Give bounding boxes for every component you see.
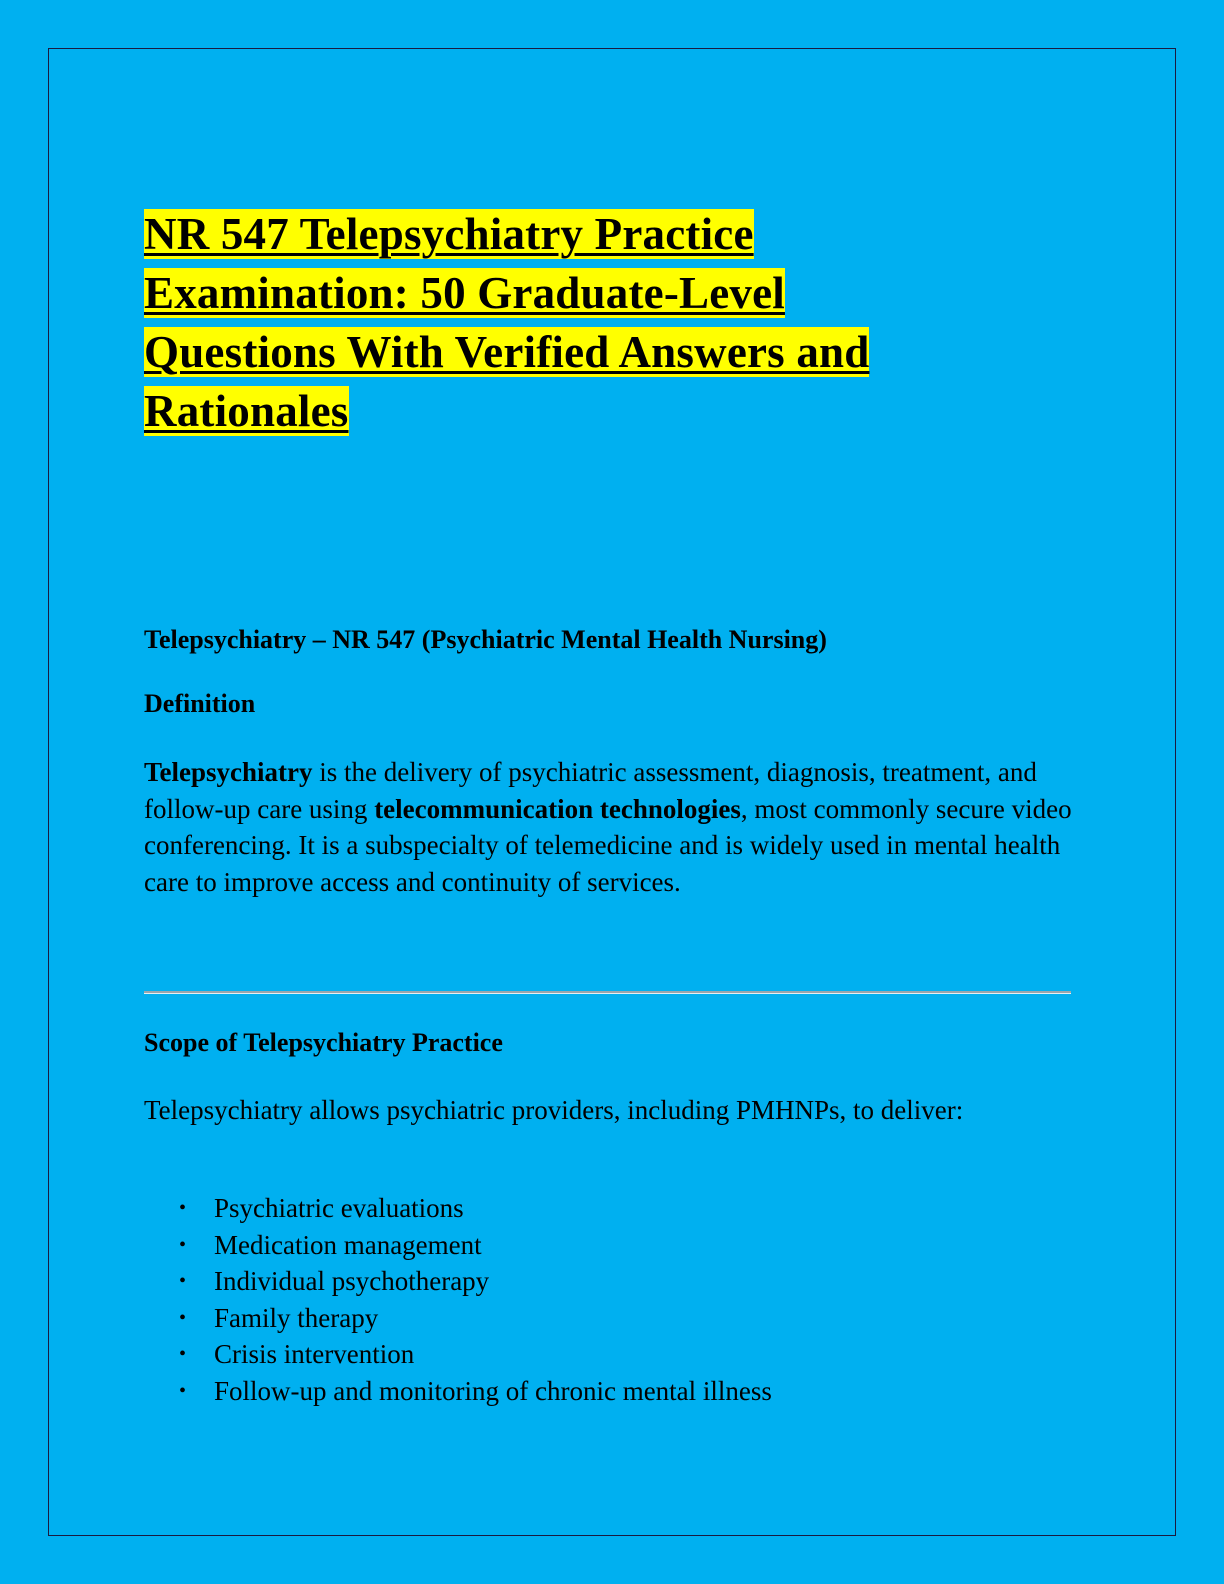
definition-heading: Definition <box>144 689 256 718</box>
course-heading: Telepsychiatry – NR 547 (Psychiatric Mental Health Nursing) <box>144 625 827 654</box>
scope-heading: Scope of Telepsychiatry Practice <box>144 1028 503 1057</box>
section-divider <box>144 991 1071 994</box>
list-item <box>144 1263 772 1300</box>
list-item-text: Crisis intervention <box>214 1339 415 1369</box>
scope-list <box>144 1190 772 1409</box>
list-item <box>144 1300 772 1337</box>
title-line: NR 547 Telepsychiatry Practice <box>144 209 754 259</box>
list-item-text: Family therapy <box>214 1302 379 1333</box>
list-item <box>144 1336 772 1373</box>
list-item <box>144 1190 772 1227</box>
bullet-icon: • <box>179 1197 187 1219</box>
list-item-text: Psychiatric evaluations <box>214 1193 464 1223</box>
list-item <box>144 1373 772 1410</box>
bullet-icon: • <box>179 1233 187 1256</box>
list-item-text: Individual psychotherapy <box>214 1266 490 1296</box>
list-item-text: Medication management <box>214 1229 482 1260</box>
definition-emphasis: telecommunication technologies <box>374 793 741 824</box>
definition-text: , most commonly secure video conferencing. It is a subspecialty of telemedicine and is widely used in mental health care to improve access and continuity of services. <box>144 793 1072 897</box>
bullet-icon: • <box>179 1379 187 1402</box>
scope-intro: Telepsychiatry allows psychiatric providers, including PMHNPs, to deliver: <box>144 1095 964 1125</box>
bullet-icon: • <box>179 1343 187 1365</box>
document-title <box>144 205 1084 441</box>
title-line: Examination: 50 Graduate-Level <box>144 268 785 318</box>
title-line: Questions With Verified Answers and <box>144 327 870 377</box>
document-content <box>144 205 1084 1406</box>
definition-paragraph <box>144 754 1079 900</box>
bullet-icon: • <box>179 1270 187 1292</box>
definition-text: is the delivery of psychiatric assessment, diagnosis, treatment, and follow-up care using <box>144 757 1037 824</box>
bullet-icon: • <box>179 1306 187 1329</box>
title-line: Rationales <box>144 386 349 436</box>
list-item <box>144 1227 772 1264</box>
list-item-text: Follow-up and monitoring of chronic mental illness <box>214 1375 772 1406</box>
definition-term: Telepsychiatry <box>144 757 313 787</box>
